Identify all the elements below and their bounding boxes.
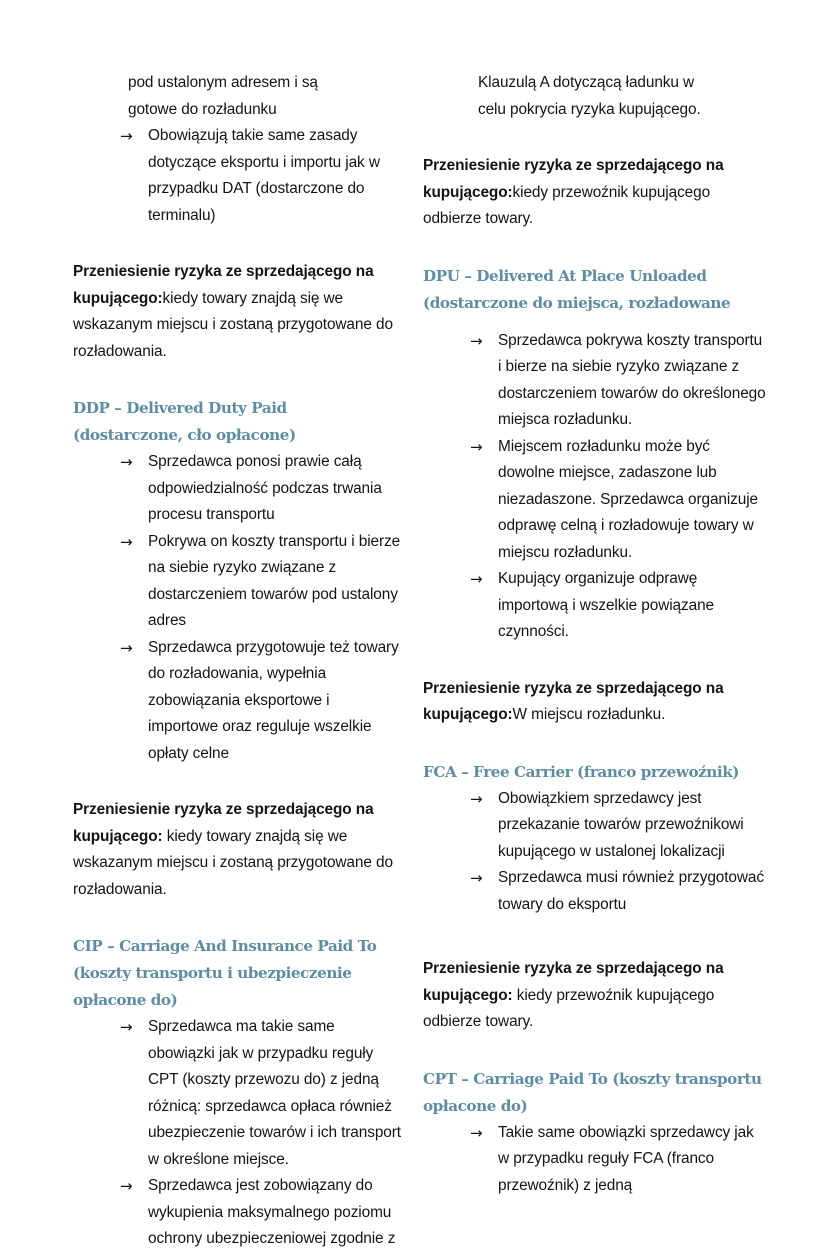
fca-bullet-list — [423, 786, 768, 919]
list-item-text: Pokrywa on koszty transportu i bierze na siebie ryzyko związane z dostarczeniem towarów pod ustalony adres — [148, 532, 401, 629]
dpu-bullet-list — [423, 328, 768, 646]
arrow-right-icon: → — [120, 127, 133, 145]
list-item — [470, 1120, 768, 1200]
list-item — [120, 1014, 401, 1173]
cip-bullet-list — [73, 1014, 401, 1253]
right-intro-continuation-line2: celu pokrycia ryzyka kupującego. — [478, 100, 701, 118]
risk-transfer-label: Przeniesienie ryzyka ze sprzedającego na kupującego: — [73, 801, 374, 845]
list-item-text: Sprzedawca musi również przygotować towary do eksportu — [498, 869, 764, 913]
heading-dpu: DPU – Delivered At Place Unloaded (dostarczone do miejsca, rozładowane — [423, 266, 731, 312]
list-item — [470, 434, 768, 567]
list-item-text: Obowiązują takie same zasady dotyczące eksportu i importu jak w przypadku DAT (dostarczone do terminalu) — [148, 127, 380, 224]
two-column-layout — [44, 70, 784, 1253]
arrow-right-icon: → — [470, 1123, 483, 1142]
risk-transfer-label: Przeniesienie ryzyka ze sprzedającego na kupującego: — [423, 157, 724, 201]
arrow-right-icon: → — [470, 331, 483, 350]
risk-transfer-paragraph-1 — [423, 153, 768, 233]
risk-transfer-paragraph-2 — [73, 797, 401, 903]
arrow-right-icon: → — [470, 570, 483, 588]
heading-cip: CIP – Carriage And Insurance Paid To (koszty transportu i ubezpieczenie opłacone do) — [73, 937, 377, 1009]
list-item-text: Miejscem rozładunku może być dowolne miejsce, zadaszone lub niezadaszone. Sprzedawca organizuje odprawę celną i rozładowuje towary w miejscu rozładunku. — [498, 437, 759, 561]
list-item-text: Sprzedawca ponosi prawie całą odpowiedzialność podczas trwania procesu transportu — [148, 453, 382, 523]
risk-transfer-text: kiedy przewoźnik kupującego odbierze towary. — [423, 986, 715, 1030]
list-item-text: Sprzedawca ma takie same obowiązki jak w przypadku reguły CPT (koszty przewozu do) z jedną różnicą: sprzedawca opłaca również ubezpieczenie towarów i ich transport w określone miejsce. — [148, 1018, 401, 1168]
arrow-right-icon: → — [120, 532, 133, 551]
risk-transfer-label: Przeniesienie ryzyka ze sprzedającego na kupującego: — [423, 679, 724, 723]
list-item — [120, 123, 401, 229]
list-item — [470, 786, 768, 866]
risk-transfer-paragraph-2 — [423, 676, 768, 729]
right-column — [411, 70, 776, 1199]
heading-cpt: CPT – Carriage Paid To (koszty transportu opłacone do) — [423, 1069, 762, 1115]
list-item-text: Sprzedawca pokrywa koszty transportu i bierze na siebie ryzyko związane z dostarczeniem towarów do określonego miejsca rozładunku. — [498, 331, 766, 428]
left-intro-continuation-line2: gotowe do rozładunku — [128, 100, 277, 118]
arrow-right-icon: → — [120, 638, 133, 657]
risk-transfer-label: Przeniesienie ryzyka ze sprzedającego na kupującego: — [73, 263, 374, 307]
list-item — [120, 635, 401, 768]
risk-transfer-label: Przeniesienie ryzyka ze sprzedającego na kupującego: — [423, 960, 724, 1004]
arrow-right-icon: → — [470, 437, 483, 456]
risk-transfer-text: W miejscu rozładunku. — [512, 706, 666, 723]
list-item — [470, 566, 768, 646]
risk-transfer-text: kiedy towary znajdą się we wskazanym miejscu i zostaną przygotowane do rozładowania. — [73, 289, 393, 360]
heading-fca: FCA – Free Carrier (franco przewoźnik) — [423, 762, 740, 781]
list-item — [120, 1173, 401, 1253]
risk-transfer-paragraph-1 — [73, 259, 401, 365]
list-item-text: Takie same obowiązki sprzedawcy jak w przypadku reguły FCA (franco przewoźnik) z jedną — [498, 1123, 754, 1194]
arrow-right-icon: → — [120, 1177, 133, 1195]
list-item — [120, 529, 401, 635]
risk-transfer-paragraph-3 — [423, 956, 768, 1036]
cpt-bullet-list — [423, 1120, 768, 1200]
arrow-right-icon: → — [120, 1018, 133, 1036]
risk-transfer-text: kiedy towary znajdą się we wskazanym miejscu i zostaną przygotowane do rozładowania. — [73, 827, 393, 898]
list-item — [470, 865, 768, 918]
arrow-right-icon: → — [470, 789, 483, 808]
list-item-text: Kupujący organizuje odprawę importową i wszelkie powiązane czynności. — [498, 570, 714, 640]
arrow-right-icon: → — [470, 869, 483, 887]
left-intro-continuation-line1: pod ustalonym adresem i są — [128, 74, 318, 91]
list-item-text: Sprzedawca jest zobowiązany do wykupienia maksymalnego poziomu ochrony ubezpieczeniowej zgodnie z — [148, 1177, 396, 1247]
right-intro-continuation-line1: Klauzulą A dotyczącą ładunku w — [478, 74, 695, 91]
list-item — [120, 449, 401, 529]
list-item-text: Sprzedawca przygotowuje też towary do rozładowania, wypełnia zobowiązania eksportowe i importowe oraz reguluje wszelkie opłaty celne — [148, 638, 399, 762]
left-intro-bullet-list — [73, 123, 401, 229]
heading-ddp: DDP – Delivered Duty Paid (dostarczone, cło opłacone) — [73, 399, 296, 444]
arrow-right-icon: → — [120, 453, 133, 471]
list-item-text: Obowiązkiem sprzedawcy jest przekazanie towarów przewoźnikowi kupującego w ustalonej lokalizacji — [498, 789, 744, 860]
left-column — [44, 70, 409, 1253]
risk-transfer-text: kiedy przewoźnik kupującego odbierze towary. — [423, 183, 711, 227]
list-item — [470, 328, 768, 434]
ddp-bullet-list — [73, 449, 401, 767]
